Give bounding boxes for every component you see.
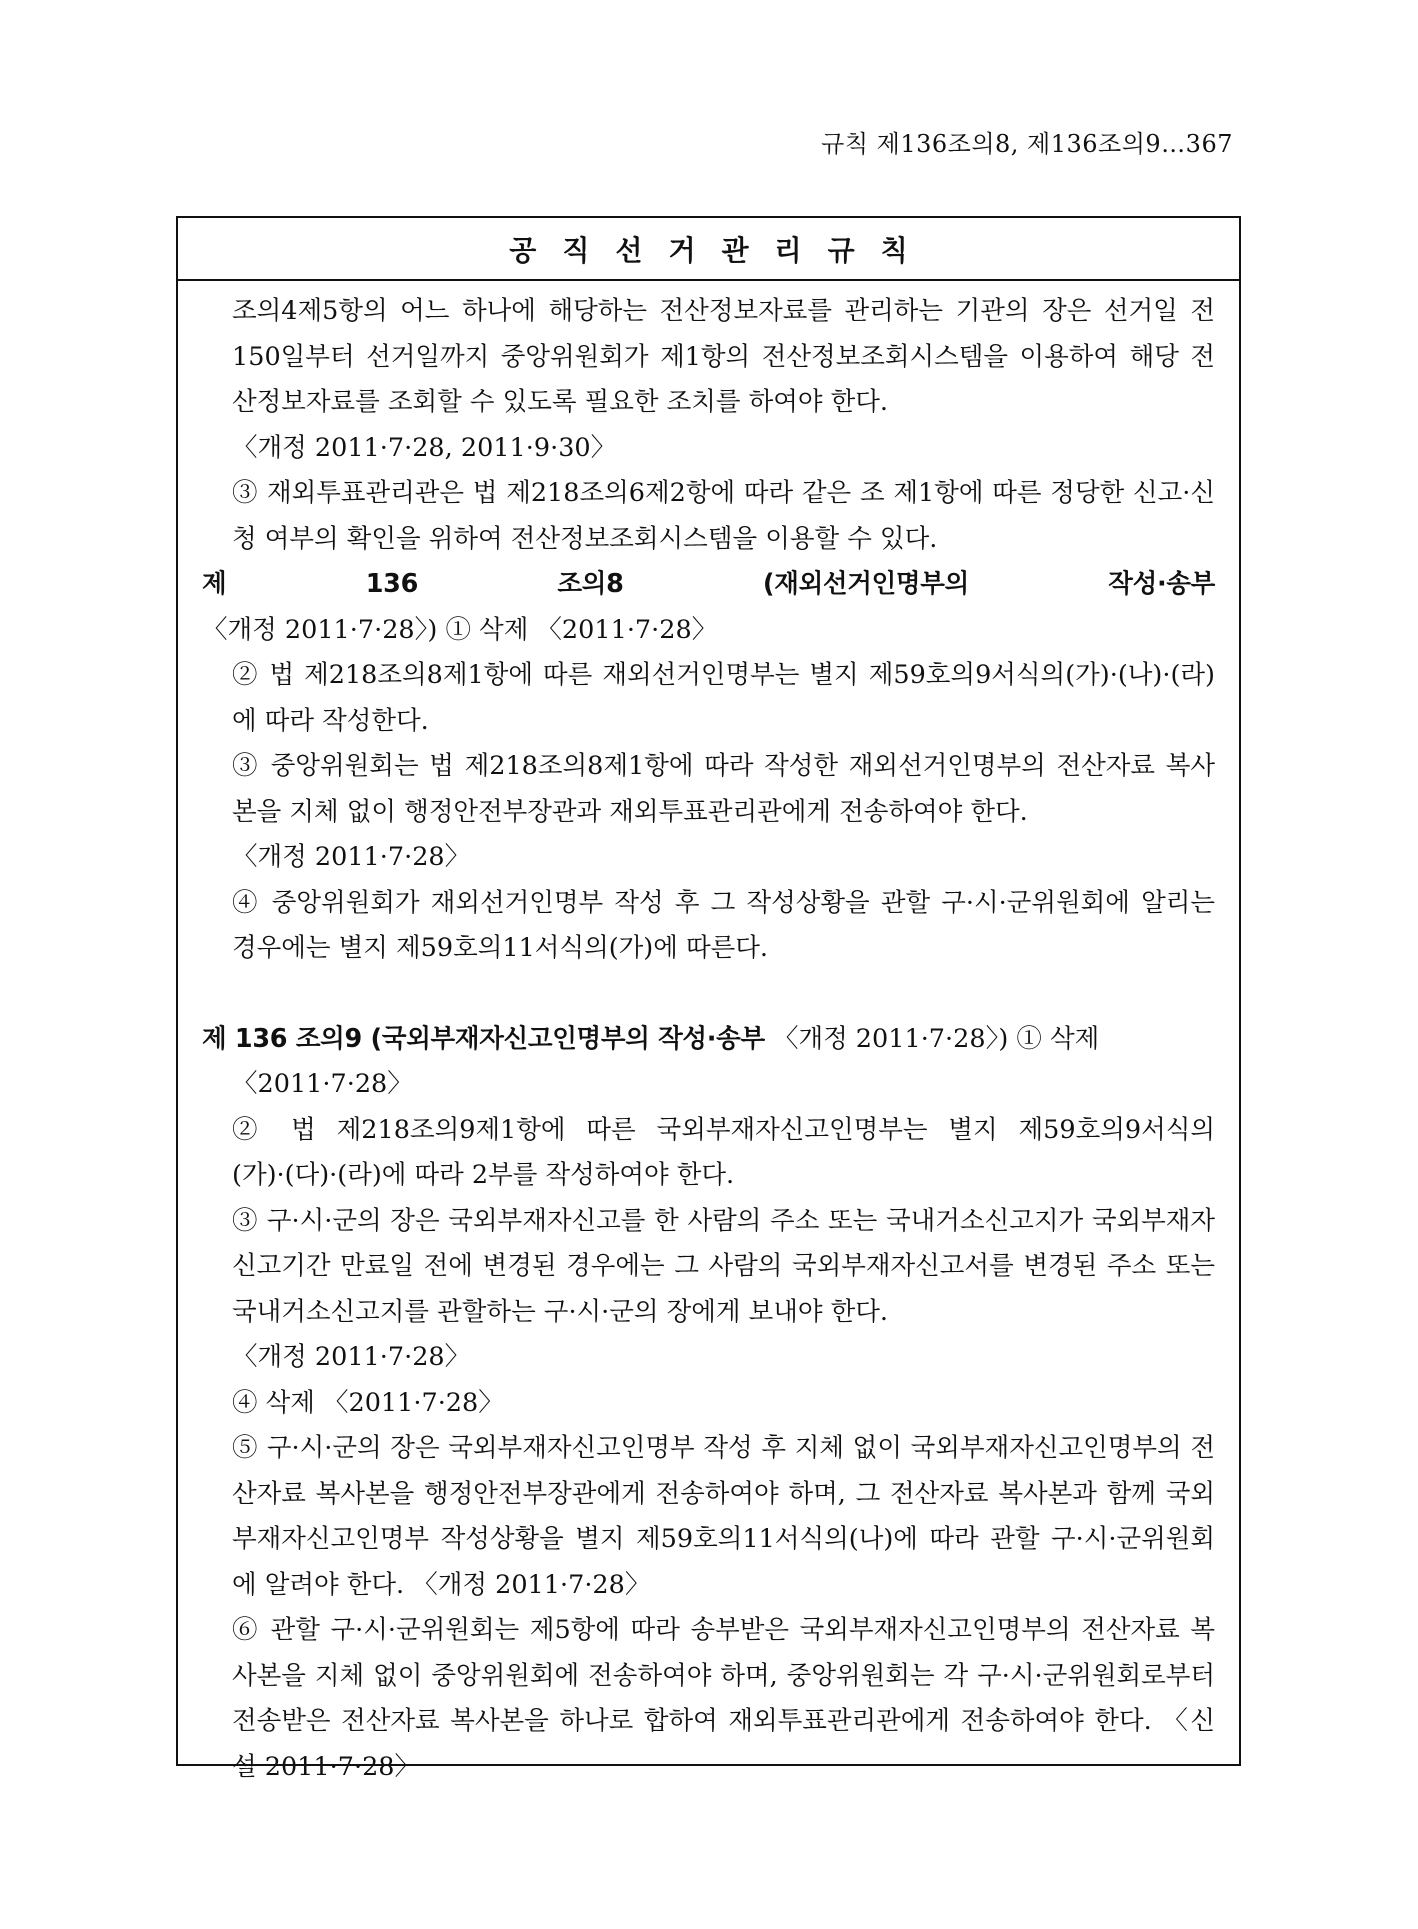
article-amendment: 〈개정 2011·7·28〉) ① 삭제 — [772, 1023, 1100, 1054]
amendment-note: 〈개정 2011·7·28〉 — [232, 1342, 471, 1372]
article-amendment: 〈개정 2011·7·28〉) ① 삭제 〈2011·7·28〉 — [202, 614, 718, 645]
article-title: 제 136 조의9 (국외부재자신고인명부의 작성·송부 — [202, 1023, 765, 1054]
article-136-9-heading — [202, 1017, 1215, 1063]
article-136-9-paragraph-6: ⑥ 관할 구·시·군위원회는 제5항에 따라 송부받은 국외부재자신고인명부의 전산자료 복사본을 지체 없이 중앙위원회에 전송하여야 하며, 중앙위원회는 각 구·시·군위원회로부터 전송받은 전산자료 복사본을 하나로 합하여 재외투표관리관에게 전송하여야 한다. 〈신설 2011·7·28〉 — [232, 1615, 1215, 1782]
article-136-8-paragraph-3: ③ 중앙위원회는 법 제218조의8제1항에 따라 작성한 재외선거인명부의 전산자료 복사본을 지체 없이 행정안전부장관과 재외투표관리관에게 전송하여야 한다. — [232, 751, 1215, 827]
article-136-9-paragraph-2: ② 법 제218조의9제1항에 따른 국외부재자신고인명부는 별지 제59호의9서식의 (가)·(다)·(라)에 따라 2부를 작성하여야 한다. — [232, 1114, 1215, 1190]
spacer — [202, 972, 1215, 1017]
box-body — [178, 281, 1239, 1790]
box-title: 공직선거관리규칙 — [178, 218, 1239, 281]
amendment-note: 〈개정 2011·7·28, 2011·9·30〉 — [232, 432, 617, 463]
article-136-8-paragraph-2: ② 법 제218조의8제1항에 따른 재외선거인명부는 별지 제59호의9서식의(가)·(나)·(라)에 따라 작성한다. — [232, 660, 1215, 736]
article-136-9-paragraph-4: ④ 삭제 〈2011·7·28〉 — [232, 1387, 504, 1418]
article-title: 제 136 조의8 (재외선거인명부의 작성·송부 — [202, 569, 1215, 599]
article-136-8-heading — [202, 562, 1215, 653]
running-head: 규칙 제136조의8, 제136조의9…367 — [821, 130, 1233, 158]
article-amendment-date: 〈2011·7·28〉 — [232, 1069, 413, 1099]
amendment-note: 〈개정 2011·7·28〉 — [232, 842, 471, 872]
article-136-9-paragraph-3: ③ 구·시·군의 장은 국외부재자신고를 한 사람의 주소 또는 국내거소신고지가 국외부재자 신고기간 만료일 전에 변경된 경우에는 그 사람의 국외부재자신고서를 변경된 주소 또는 국내거소신고지를 관할하는 구·시·군의 장에게 보내야 한다. — [232, 1205, 1215, 1327]
paragraph-3: ③ 재외투표관리관은 법 제218조의6제2항에 따라 같은 조 제1항에 따른 정당한 신고·신청 여부의 확인을 위하여 전산정보조회시스템을 이용할 수 있다. — [232, 478, 1215, 554]
article-136-8-paragraph-4: ④ 중앙위원회가 재외선거인명부 작성 후 그 작성상황을 관할 구·시·군위원회에 알리는 경우에는 별지 제59호의11서식의(가)에 따른다. — [232, 887, 1215, 963]
article-136-9-paragraph-5: ⑤ 구·시·군의 장은 국외부재자신고인명부 작성 후 지체 없이 국외부재자신고인명부의 전산자료 복사본을 행정안전부장관에게 전송하여야 하며, 그 전산자료 복사본과 함께 국외부재자신고인명부 작성상황을 별지 제59호의11서식의(나)에 따라 관할 구·시·군위원회에 알려야 한다. 〈개정 2011·7·28〉 — [232, 1433, 1215, 1600]
paragraph-continued: 조의4제5항의 어느 하나에 해당하는 전산정보자료를 관리하는 기관의 장은 선거일 전 150일부터 선거일까지 중앙위원회가 제1항의 전산정보조회시스템을 이용하여 해당 전산정보자료를 조회할 수 있도록 필요한 조치를 하여야 한다. — [232, 296, 1215, 417]
regulation-box — [176, 216, 1241, 1782]
